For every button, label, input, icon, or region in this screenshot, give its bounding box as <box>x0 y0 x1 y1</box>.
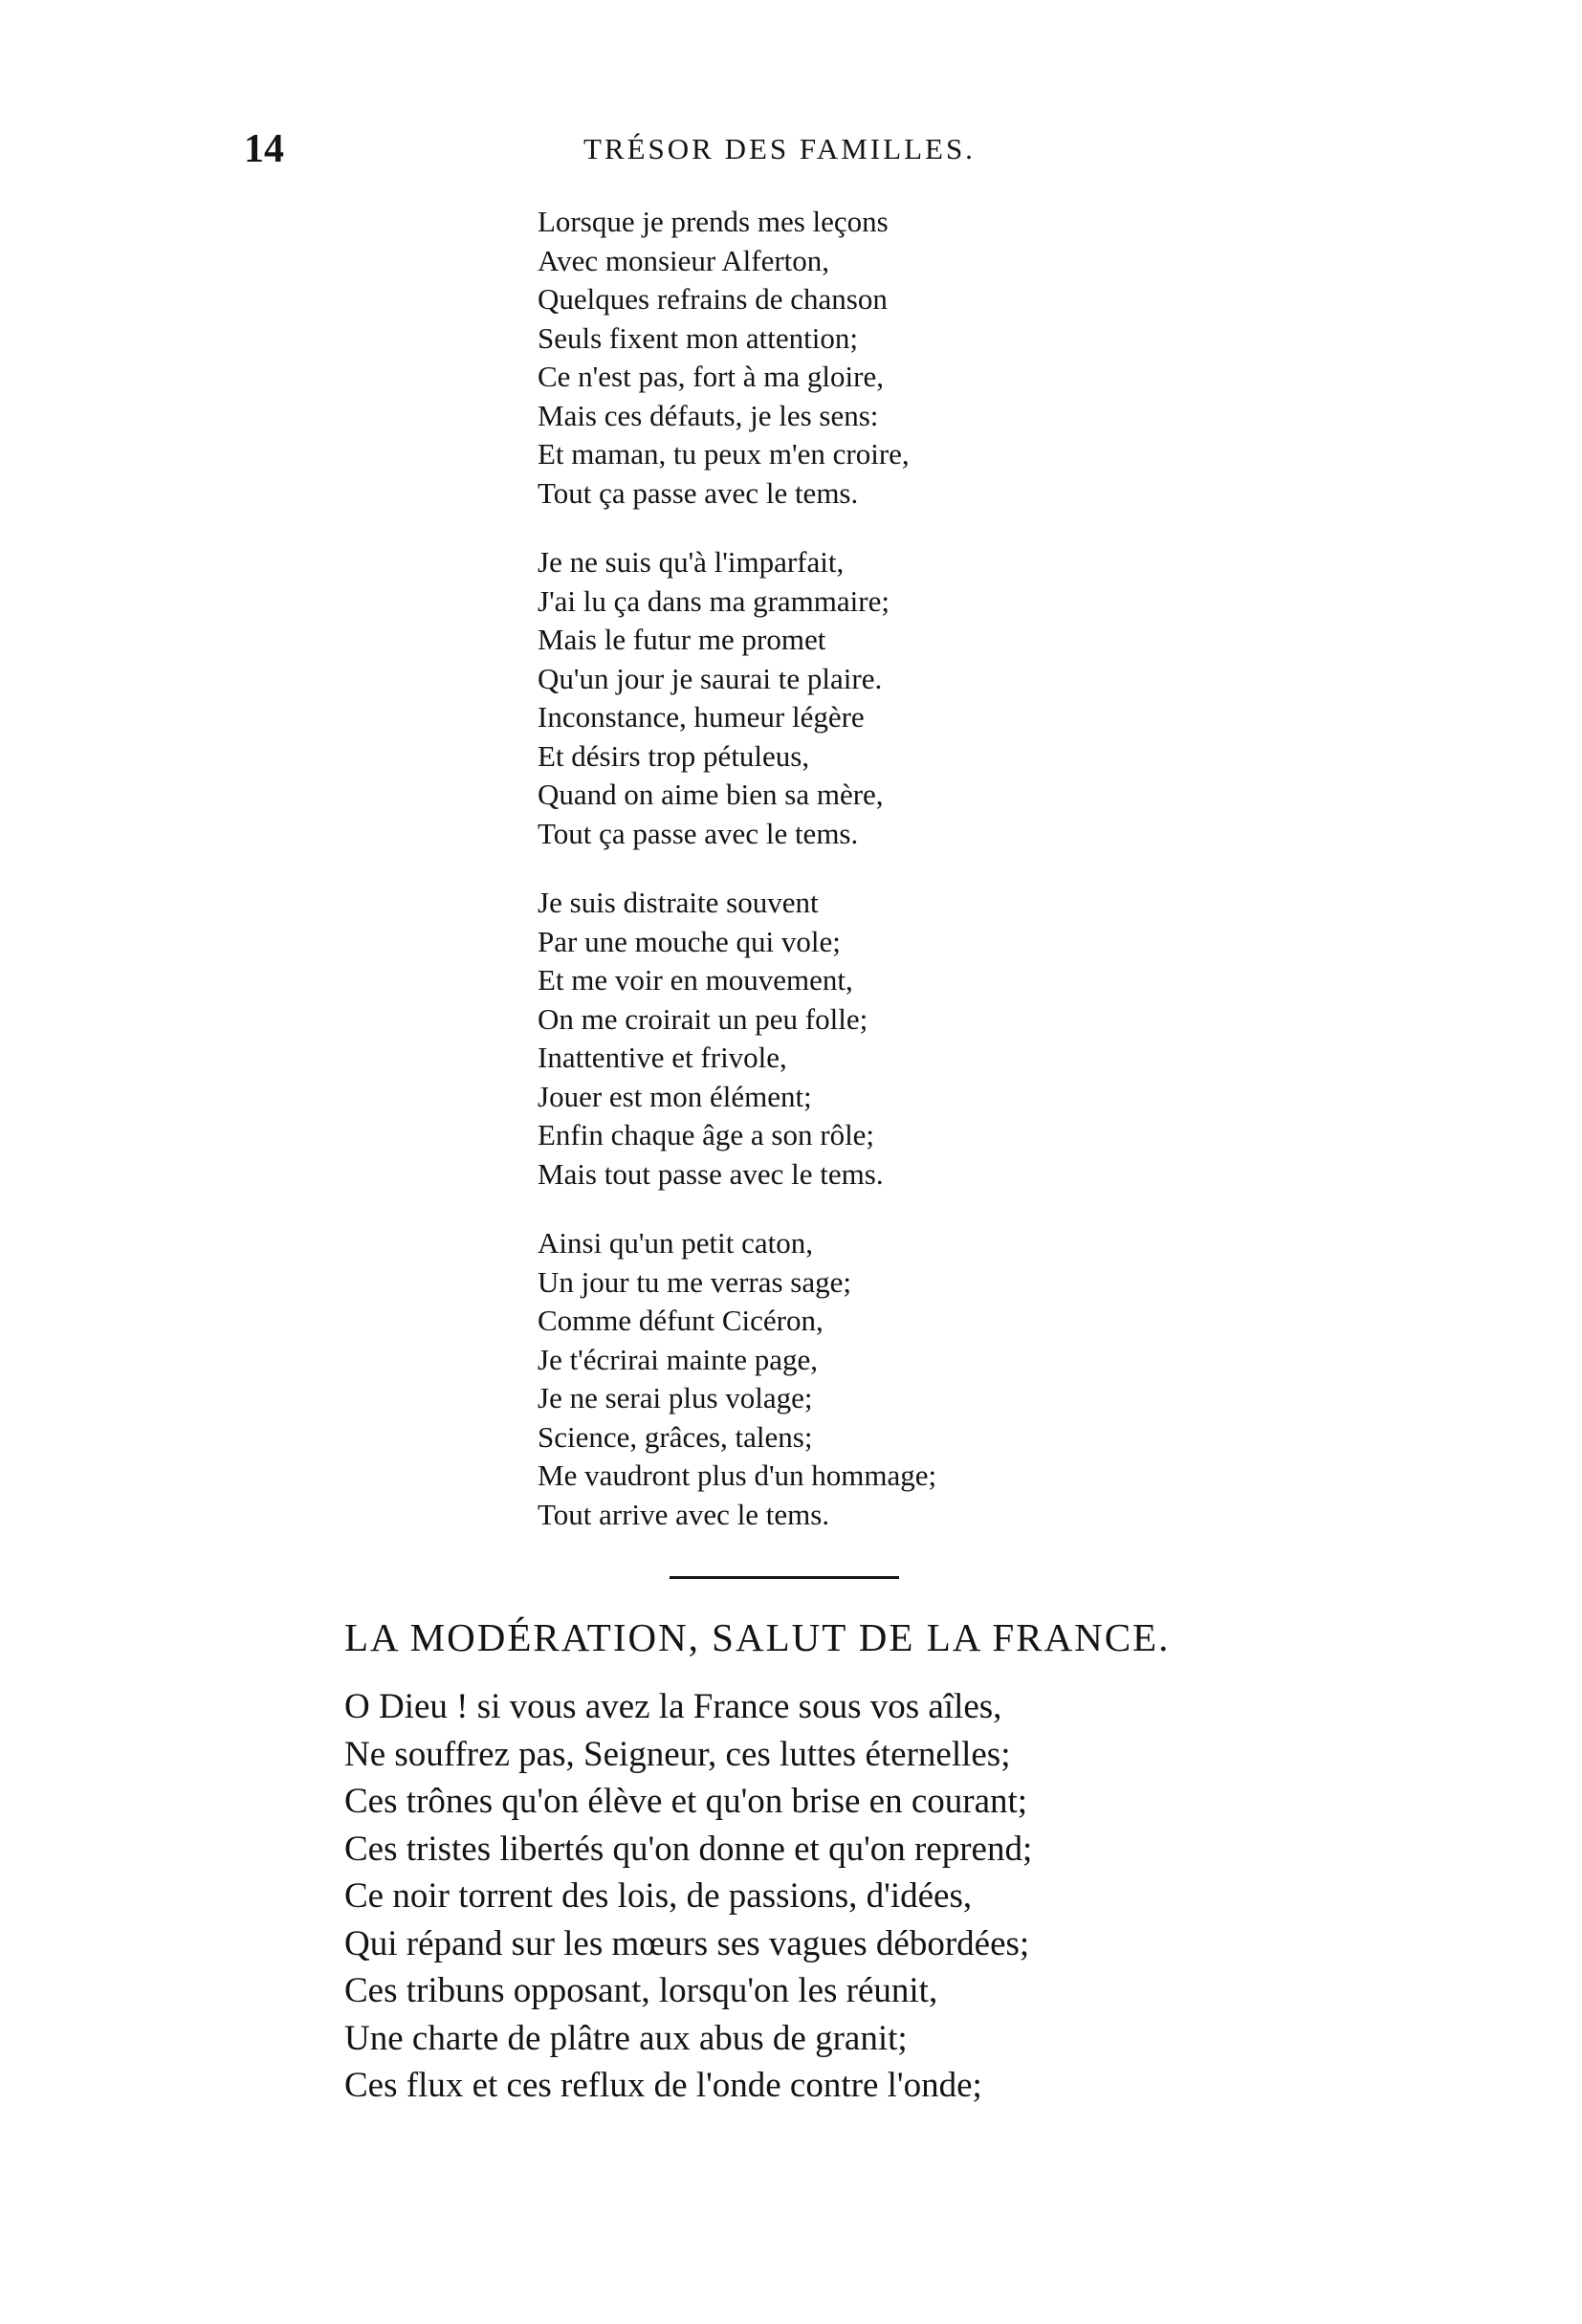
verse-line: Quand on aime bien sa mère, <box>538 778 884 811</box>
running-title: TRÉSOR DES FAMILLES. <box>583 132 976 165</box>
verse-line: Tout ça passe avec le tems. <box>538 816 859 850</box>
stanza-3 <box>538 884 936 1194</box>
section-body <box>344 1683 1032 2110</box>
verse-line: Et maman, tu peux m'en croire, <box>538 437 910 471</box>
verse-line: Avec monsieur Alferton, <box>538 243 830 277</box>
verse-line: Je suis distraite souvent <box>538 886 819 919</box>
verse-line: Seuls fixent mon attention; <box>538 320 858 355</box>
verse-line: Lorsque je prends mes leçons <box>538 205 889 238</box>
verse-line: Je t'écrirai mainte page, <box>538 1342 819 1376</box>
page-header <box>244 126 1392 184</box>
verse-line: Tout ça passe avec le tems. <box>538 475 859 510</box>
stanza-2 <box>538 543 936 853</box>
stanza-4 <box>538 1224 936 1534</box>
verse-line: Science, grâces, talens; <box>538 1419 813 1454</box>
verse-line: J'ai lu ça dans ma grammaire; <box>538 583 890 618</box>
verse-line: Qui répand sur les mœurs ses vagues débordées; <box>344 1923 1030 1963</box>
section-divider <box>670 1576 899 1579</box>
verse-line: Quelques refrains de chanson <box>538 282 888 316</box>
verse-line: Une charte de plâtre aux abus de granit; <box>344 2018 908 2058</box>
verse-line: Un jour tu me verras sage; <box>538 1264 851 1299</box>
verse-line: Comme défunt Cicéron, <box>538 1304 824 1337</box>
section-title: LA MODÉRATION, SALUT DE LA FRANCE. <box>344 1615 1171 1659</box>
verse-line: Ces tristes libertés qu'on donne et qu'on reprend; <box>344 1829 1033 1869</box>
verse-line: Enfin chaque âge a son rôle; <box>538 1118 875 1151</box>
stanza-1 <box>538 203 936 513</box>
verse-line: Inconstance, humeur légère <box>538 700 865 734</box>
verse-line: Et me voir en mouvement, <box>538 963 853 997</box>
verse-line: Ne souffrez pas, Seigneur, ces luttes éternelles; <box>344 1734 1011 1774</box>
page-number: 14 <box>244 127 284 171</box>
verse-line: O Dieu ! si vous avez la France sous vos aîles, <box>344 1687 1002 1726</box>
verse-line: Par une mouche qui vole; <box>538 924 841 958</box>
verse-line: Mais ces défauts, je les sens: <box>538 398 879 432</box>
verse-line: Ces tribuns opposant, lorsqu'on les réunit, <box>344 1971 938 2010</box>
verse-line: Ce n'est pas, fort à ma gloire, <box>538 360 884 393</box>
verse-line: On me croirait un peu folle; <box>538 1001 868 1036</box>
verse-line: Je ne serai plus volage; <box>538 1381 813 1414</box>
verse-line: Je ne suis qu'à l'imparfait, <box>538 545 845 579</box>
verse-line: Mais tout passe avec le tems. <box>538 1156 884 1191</box>
verse-line: Ce noir torrent des lois, de passions, d'idées, <box>344 1876 973 1916</box>
verse-line: Qu'un jour je saurai te plaire. <box>538 661 883 695</box>
poem <box>538 203 936 1565</box>
verse-line: Me vaudront plus d'un hommage; <box>538 1458 937 1492</box>
verse-line: Ainsi qu'un petit caton, <box>538 1226 813 1260</box>
verse-line: Inattentive et frivole, <box>538 1041 787 1074</box>
verse-line: Jouer est mon élément; <box>538 1079 812 1113</box>
verse-line: Tout arrive avec le tems. <box>538 1497 830 1531</box>
verse-line: Et désirs trop pétuleus, <box>538 738 810 773</box>
verse-line: Ces trônes qu'on élève et qu'on brise en courant; <box>344 1782 1028 1821</box>
verse-line: Ces flux et ces reflux de l'onde contre l'onde; <box>344 2066 982 2105</box>
verse-line: Mais le futur me promet <box>538 623 826 656</box>
